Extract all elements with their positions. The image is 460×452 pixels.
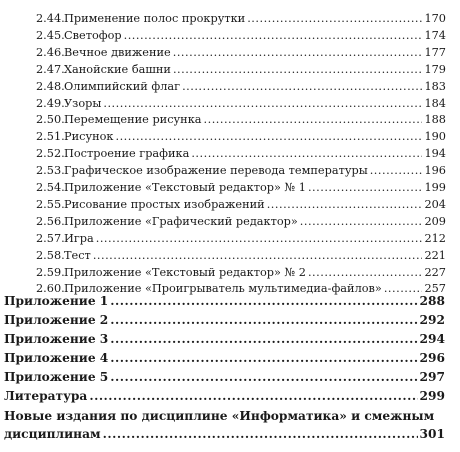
toc-entry <box>36 10 446 28</box>
toc-entry <box>36 95 446 113</box>
entry-title: Вечное движение <box>64 45 171 59</box>
entry-page: 221 <box>424 248 446 262</box>
chapter-page: 297 <box>419 370 445 384</box>
chapter-title: Приложение 1 <box>4 294 109 308</box>
toc-entry <box>36 247 446 265</box>
entry-page: 212 <box>424 231 446 245</box>
dot-leader <box>116 128 423 146</box>
entry-page: 209 <box>424 214 446 228</box>
entry-page: 227 <box>424 265 446 279</box>
chapter-page: 288 <box>419 294 445 308</box>
dot-leader <box>110 310 417 330</box>
toc-entry <box>36 111 446 129</box>
entry-number: 2.56. <box>36 214 65 228</box>
entry-number: 2.60. <box>36 282 65 296</box>
chapter-title: Приложение 4 <box>4 351 109 365</box>
toc-chapter <box>4 386 445 406</box>
dot-leader <box>191 145 422 163</box>
toc-entry <box>36 44 446 62</box>
toc-entry <box>36 78 446 96</box>
final-entry-page: 301 <box>419 427 445 441</box>
entry-title: Узоры <box>64 96 102 110</box>
entry-number: 2.52. <box>36 147 65 161</box>
final-entry-title: дисциплинам <box>4 427 101 441</box>
toc-entry <box>36 179 446 197</box>
dot-leader <box>247 10 422 28</box>
toc-chapter <box>4 329 445 349</box>
final-entry-line1: Новые издания по дисциплине «Информатика» и смежным <box>4 409 435 423</box>
entry-page: 188 <box>424 113 446 127</box>
toc-entry <box>36 196 446 214</box>
entry-title: Построение графика <box>64 147 190 161</box>
toc-entry <box>36 213 446 231</box>
entry-page: 174 <box>424 28 446 42</box>
entry-number: 2.55. <box>36 197 65 211</box>
chapter-title: Приложение 5 <box>4 370 109 384</box>
entry-title: Применение полос прокрутки <box>64 12 246 25</box>
dot-leader <box>110 367 417 387</box>
entry-title: Приложение «Текстовый редактор» № 1 <box>64 181 306 194</box>
dot-leader <box>204 111 423 129</box>
chapter-page: 294 <box>419 332 445 346</box>
dot-leader <box>96 230 423 248</box>
entry-number: 2.59. <box>36 265 65 279</box>
entry-title: Рисунок <box>64 130 114 144</box>
chapter-title: Литература <box>4 389 88 403</box>
entry-number: 2.49. <box>36 96 65 110</box>
entry-number: 2.51. <box>36 130 65 144</box>
entry-page: 190 <box>424 130 446 144</box>
entry-title: Приложение «Графический редактор» <box>64 214 298 228</box>
entry-title: Приложение «Текстовый редактор» № 2 <box>64 265 306 279</box>
toc-entry <box>36 230 446 248</box>
dot-leader <box>110 291 417 311</box>
dot-leader <box>267 196 423 214</box>
chapter-page: 292 <box>419 313 445 327</box>
toc-chapter <box>4 367 445 387</box>
dot-leader <box>173 61 423 79</box>
dot-leader <box>182 78 422 96</box>
toc-chapter <box>4 291 445 311</box>
dot-leader <box>110 329 417 349</box>
chapter-page: 296 <box>419 351 445 365</box>
entry-title: Светофор <box>64 28 122 42</box>
entry-page: 194 <box>424 147 446 161</box>
entry-page: 184 <box>424 96 446 110</box>
entry-page: 177 <box>424 45 446 59</box>
entry-page: 170 <box>424 12 446 25</box>
entry-page: 257 <box>424 282 446 296</box>
entry-page: 179 <box>424 62 446 76</box>
entry-number: 2.50. <box>36 113 65 127</box>
toc-entry <box>36 27 446 45</box>
entry-page: 196 <box>424 164 446 178</box>
entry-title: Ханойские башни <box>64 62 171 76</box>
entry-number: 2.45. <box>36 28 65 42</box>
entry-title: Игра <box>64 231 94 245</box>
toc-entry <box>36 61 446 79</box>
dot-leader <box>124 27 423 45</box>
dot-leader <box>93 247 423 265</box>
toc-entry <box>36 128 446 146</box>
dot-leader <box>110 348 417 368</box>
toc-chapter <box>4 310 445 330</box>
dot-leader <box>103 424 418 444</box>
entry-page: 204 <box>424 197 446 211</box>
entry-number: 2.46. <box>36 45 65 59</box>
entry-number: 2.57. <box>36 231 65 245</box>
final-entry-line2 <box>4 424 445 444</box>
entry-page: 183 <box>424 79 446 93</box>
entry-page: 199 <box>424 181 446 194</box>
chapter-title: Приложение 2 <box>4 313 109 327</box>
entry-title: Рисование простых изображений <box>64 197 265 211</box>
entry-number: 2.44. <box>36 12 65 25</box>
entry-title: Олимпийский флаг <box>64 79 181 93</box>
entry-title: Приложение «Проигрыватель мультимедиа-файлов» <box>64 282 382 296</box>
toc-chapter <box>4 348 445 368</box>
dot-leader <box>173 44 423 62</box>
entry-number: 2.58. <box>36 248 65 262</box>
entry-number: 2.53. <box>36 164 65 178</box>
entry-number: 2.47. <box>36 62 65 76</box>
entry-number: 2.54. <box>36 181 65 194</box>
dot-leader <box>308 179 422 197</box>
entry-number: 2.48. <box>36 79 65 93</box>
entry-title: Графическое изображение перевода температуры <box>64 164 368 178</box>
toc-entry <box>36 145 446 163</box>
dot-leader <box>300 213 423 231</box>
dot-leader <box>103 95 422 113</box>
dot-leader <box>89 386 417 406</box>
dot-leader <box>370 162 423 180</box>
entry-title: Тест <box>64 248 91 262</box>
chapter-title: Приложение 3 <box>4 332 109 346</box>
chapter-page: 299 <box>419 389 445 403</box>
entry-title: Перемещение рисунка <box>64 113 202 127</box>
toc-entry <box>36 162 446 180</box>
